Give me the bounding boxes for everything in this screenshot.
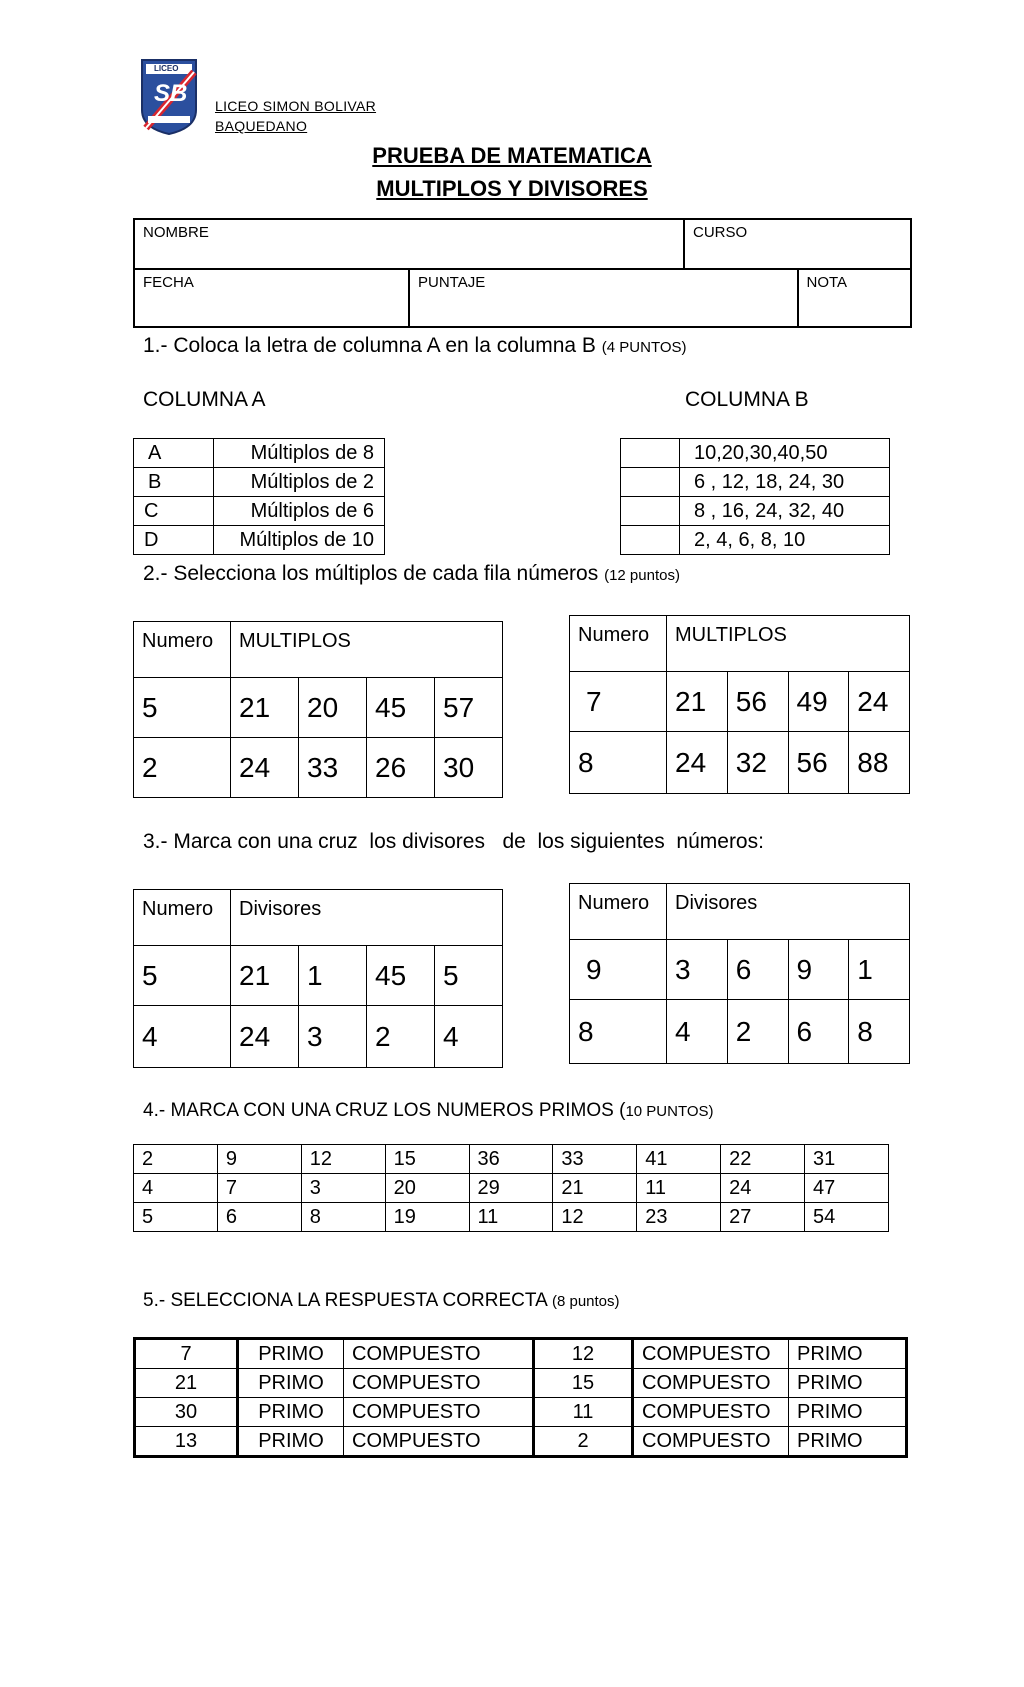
multiples-table-right: Numero MULTIPLOS 7 21 56 49 24 8 24 32 56 88 [569,615,910,794]
question-1: 1.- Coloca la letra de columna A en la columna B (4 PUNTOS) [143,334,687,357]
puntaje-field[interactable]: PUNTAJE [409,269,798,327]
column-b-label: COLUMNA B [685,388,809,411]
column-b-row: 8 , 16, 24, 32, 40 [621,497,890,526]
nombre-field[interactable]: NOMBRE [134,219,684,269]
curso-field[interactable]: CURSO [684,219,911,269]
primes-table [133,1144,889,1232]
table-row: 5 6 8 19 11 12 23 27 54 [134,1203,889,1232]
column-a-label: COLUMNA A [143,388,266,411]
table-row: 4 24 3 2 4 [134,1006,503,1068]
school-name-line1: LICEO SIMON BOLIVAR [215,98,377,114]
table-row: 30 PRIMO COMPUESTO 11 COMPUESTO PRIMO [135,1398,907,1427]
table-row: 2 9 12 15 36 33 41 22 31 [134,1145,889,1174]
column-a-row: C Múltiplos de 6 [134,497,385,526]
column-b-row: 6 , 12, 18, 24, 30 [621,468,890,497]
page-title: PRUEBA DE MATEMATICA [372,143,652,168]
column-b-row: 10,20,30,40,50 [621,439,890,468]
answer-cell[interactable] [621,468,680,497]
question-5: 5.- SELECCIONA LA RESPUESTA CORRECTA (8 puntos) [143,1290,620,1311]
school-name [215,96,376,136]
divisors-table-left: Numero Divisores 5 21 1 45 5 4 24 3 2 4 [133,889,503,1068]
column-b-row: 2, 4, 6, 8, 10 [621,526,890,555]
table-row: 8 24 32 56 88 [570,732,910,794]
student-info-box [133,218,912,328]
divisors-table-right: Numero Divisores 9 3 6 9 1 8 4 2 6 8 [569,883,910,1064]
table-row: 9 3 6 9 1 [570,940,910,1000]
logo-initials: SB [154,80,188,107]
column-b-table [620,438,890,555]
table-row: 8 4 2 6 8 [570,1000,910,1064]
answer-cell[interactable] [621,526,680,555]
table-row: 7 PRIMO COMPUESTO 12 COMPUESTO PRIMO [135,1339,907,1369]
fecha-field[interactable]: FECHA [134,269,409,327]
table-row: 4 7 3 20 29 21 11 24 47 [134,1174,889,1203]
question-3: 3.- Marca con una cruz los divisores de los siguientes números: [143,830,764,853]
answer-cell[interactable] [621,439,680,468]
table-row: 13 PRIMO COMPUESTO 2 COMPUESTO PRIMO [135,1427,907,1457]
school-name-line2: BAQUEDANO [215,118,308,134]
question-4: 4.- MARCA CON UNA CRUZ LOS NUMEROS PRIMOS (10 PUNTOS) [143,1100,714,1121]
school-logo [140,58,198,136]
table-row: 7 21 56 49 24 [570,672,910,732]
table-row: 5 21 20 45 57 [134,678,503,738]
column-a-table [133,438,385,555]
answer-cell[interactable] [621,497,680,526]
multiples-table-left: Numero MULTIPLOS 5 21 20 45 57 2 24 33 26 30 [133,621,503,798]
table-row: 5 21 1 45 5 [134,946,503,1006]
page-subtitle: MULTIPLOS Y DIVISORES [376,176,648,201]
logo-top-text: LICEO [154,64,179,73]
column-a-row: D Múltiplos de 10 [134,526,385,555]
prime-composite-table [133,1337,908,1458]
column-a-row: B Múltiplos de 2 [134,468,385,497]
nota-field[interactable]: NOTA [798,269,912,327]
column-a-row: A Múltiplos de 8 [134,439,385,468]
question-2: 2.- Selecciona los múltiplos de cada fila números (12 puntos) [143,562,680,585]
table-row: 2 24 33 26 30 [134,738,503,798]
table-row: 21 PRIMO COMPUESTO 15 COMPUESTO PRIMO [135,1369,907,1398]
